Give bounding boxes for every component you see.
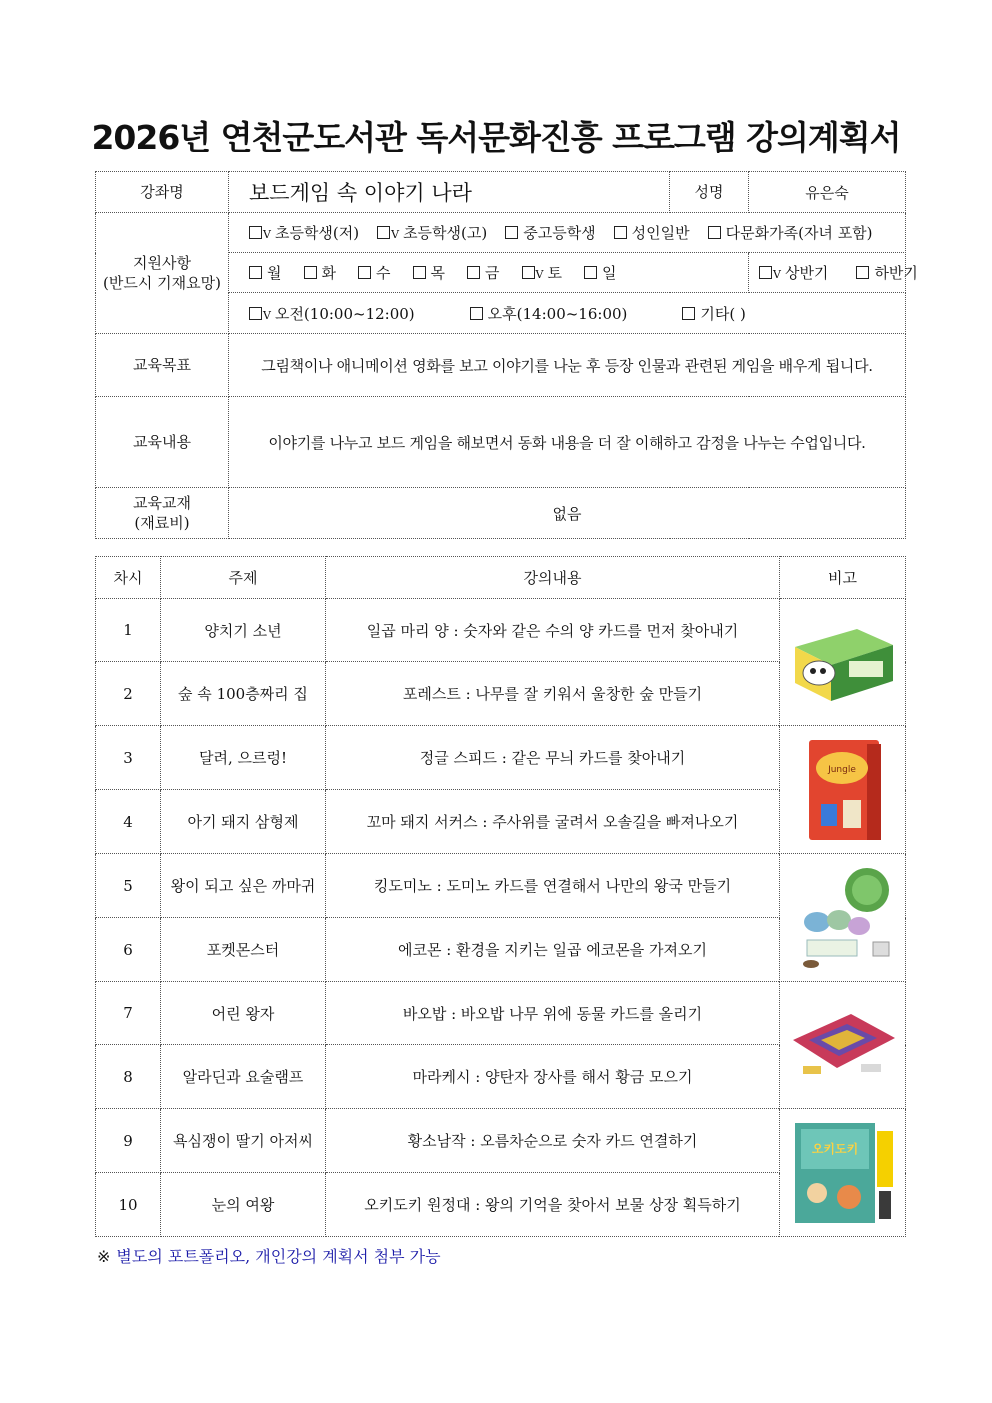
- time-options: [229, 293, 906, 334]
- svg-text:오키도키: 오키도키: [811, 1141, 858, 1156]
- goal-value: 그림책이나 애니메이션 영화를 보고 이야기를 나눈 후 등장 인물과 관련된 게임을 배우게 됩니다.: [229, 334, 906, 397]
- lesson-row: [96, 854, 906, 918]
- lesson-topic: 눈의 여왕: [161, 1173, 326, 1237]
- target-option[interactable]: [377, 222, 487, 243]
- day-option[interactable]: [249, 262, 282, 283]
- lesson-content: 꼬마 돼지 서커스 : 주사위를 굴려서 오솔길을 빠져나오기: [326, 790, 780, 854]
- support-label-line1: 지원사항: [133, 254, 191, 272]
- course-info-table: [95, 171, 918, 539]
- lesson-content: 킹도미노 : 도미노 카드를 연결해서 나만의 왕국 만들기: [326, 854, 780, 918]
- lesson-content: 오키도키 원정대 : 왕의 기억을 찾아서 보물 상장 획득하기: [326, 1173, 780, 1237]
- okidoki-expedition-game-box-image: [787, 1117, 899, 1229]
- checkbox[interactable]: [505, 226, 518, 239]
- check-mark: V: [773, 268, 781, 281]
- day-option[interactable]: [413, 262, 446, 283]
- checkbox[interactable]: [377, 226, 390, 239]
- material-label: [96, 488, 229, 539]
- lesson-no: 8: [96, 1045, 161, 1109]
- footnote-text: 별도의 포트폴리오, 개인강의 계획서 첨부 가능: [116, 1247, 441, 1266]
- lesson-no: 10: [96, 1173, 161, 1237]
- page-title: 2026년 연천군도서관 독서문화진흥 프로그램 강의계획서: [91, 118, 901, 157]
- lesson-topic: 알라딘과 요술램프: [161, 1045, 326, 1109]
- note-image-cell: [780, 599, 906, 726]
- lesson-content: 황소남작 : 오름차순으로 숫자 카드 연결하기: [326, 1109, 780, 1173]
- checkbox[interactable]: [856, 266, 869, 279]
- material-label-line2: (재료비): [134, 514, 190, 532]
- material-label-line1: 교육교재: [133, 494, 191, 512]
- lesson-topic: 포켓몬스터: [161, 918, 326, 982]
- lesson-no: 1: [96, 599, 161, 662]
- lesson-topic: 아기 돼지 삼형제: [161, 790, 326, 854]
- lesson-row: [96, 1109, 906, 1173]
- half-option-label: 하반기: [874, 264, 918, 282]
- checkbox[interactable]: [249, 226, 262, 239]
- seven-sheep-game-box-image: [787, 606, 899, 718]
- checkbox[interactable]: [584, 266, 597, 279]
- lesson-no: 2: [96, 662, 161, 726]
- day-option-label: 일: [601, 264, 617, 282]
- day-option-label: 월: [267, 264, 282, 282]
- checkbox[interactable]: [358, 266, 371, 279]
- note-image-cell: [780, 982, 906, 1109]
- half-option[interactable]: [759, 262, 828, 283]
- target-option[interactable]: [614, 222, 690, 243]
- lesson-topic: 왕이 되고 싶은 까마귀: [161, 854, 326, 918]
- checkbox[interactable]: [614, 226, 627, 239]
- day-option[interactable]: [584, 262, 617, 283]
- day-options: [229, 253, 749, 293]
- lesson-no: 3: [96, 726, 161, 790]
- lesson-content: 정글 스피드 : 같은 무늬 카드를 찾아내기: [326, 726, 780, 790]
- day-option-label: 수: [376, 264, 391, 282]
- time-option-label: 오전(10:00~12:00): [274, 304, 415, 323]
- support-label: [96, 213, 229, 334]
- day-option[interactable]: [467, 262, 500, 283]
- half-option-label: 상반기: [784, 264, 829, 282]
- lesson-row: [96, 726, 906, 790]
- content-label: 교육내용: [96, 397, 229, 488]
- target-option-label: 초등학생(고): [403, 224, 488, 242]
- header-note: 비고: [780, 557, 906, 599]
- day-option[interactable]: [304, 262, 337, 283]
- time-option[interactable]: [249, 303, 415, 324]
- day-option-label: 토: [547, 264, 562, 282]
- note-image-cell: [780, 854, 906, 982]
- lesson-topic: 숲 속 100층짜리 집: [161, 662, 326, 726]
- day-option-label: 금: [485, 264, 500, 282]
- time-option-label: 기타( ): [700, 304, 746, 323]
- checkbox[interactable]: [249, 266, 262, 279]
- lesson-content: 마라케시 : 양탄자 장사를 해서 황금 모으기: [326, 1045, 780, 1109]
- lesson-topic: 욕심쟁이 딸기 아저씨: [161, 1109, 326, 1173]
- checkbox[interactable]: [470, 307, 483, 320]
- goal-label: 교육목표: [96, 334, 229, 397]
- header-topic: 주제: [161, 557, 326, 599]
- header-content: 강의내용: [326, 557, 780, 599]
- lesson-no: 5: [96, 854, 161, 918]
- lesson-row: [96, 599, 906, 662]
- day-option[interactable]: [358, 262, 391, 283]
- lesson-topic: 달려, 으르렁!: [161, 726, 326, 790]
- day-option[interactable]: [522, 262, 562, 283]
- checkbox[interactable]: [413, 266, 426, 279]
- instructor-name-value: 유은숙: [749, 172, 906, 213]
- check-mark: V: [263, 228, 271, 241]
- content-value: 이야기를 나누고 보드 게임을 해보면서 동화 내용을 더 잘 이해하고 감정을 나누는 수업입니다.: [229, 397, 906, 488]
- jungle-speed-game-box-image: [787, 734, 899, 846]
- marrakech-game-board-image: [787, 989, 899, 1101]
- checkbox[interactable]: [708, 226, 721, 239]
- target-option-label: 초등학생(저): [274, 224, 360, 242]
- check-mark: V: [263, 308, 271, 322]
- note-image-cell: [780, 1109, 906, 1237]
- lesson-row: [96, 982, 906, 1045]
- target-option[interactable]: [708, 222, 873, 243]
- material-value: 없음: [229, 488, 906, 539]
- footnote: [97, 1244, 441, 1267]
- half-options: [749, 253, 918, 293]
- time-option[interactable]: [682, 303, 745, 324]
- course-name-value: 보드게임 속 이야기 나라: [229, 172, 670, 213]
- header-no: 차시: [96, 557, 161, 599]
- lesson-no: 6: [96, 918, 161, 982]
- checkbox[interactable]: [522, 266, 535, 279]
- lesson-no: 7: [96, 982, 161, 1045]
- checkbox[interactable]: [682, 307, 695, 320]
- lesson-topic: 양치기 소년: [161, 599, 326, 662]
- checkbox[interactable]: [304, 266, 317, 279]
- half-option[interactable]: [856, 262, 917, 283]
- checkbox[interactable]: [467, 266, 480, 279]
- checkbox[interactable]: [759, 266, 772, 279]
- lesson-content: 에코몬 : 환경을 지키는 일곱 에코몬을 가져오기: [326, 918, 780, 982]
- note-image-cell: [780, 726, 906, 854]
- target-options: [229, 213, 906, 253]
- svg-text:Jungle: Jungle: [827, 764, 856, 775]
- instructor-name-label: 성명: [670, 172, 749, 213]
- lesson-no: 9: [96, 1109, 161, 1173]
- lesson-no: 4: [96, 790, 161, 854]
- footnote-symbol: ※: [97, 1247, 111, 1266]
- support-label-line2: (반드시 기재요망): [103, 274, 221, 292]
- check-mark: V: [391, 228, 400, 241]
- time-option-label: 오후(14:00~16:00): [487, 304, 628, 323]
- target-option-label: 성인일반: [631, 224, 690, 242]
- ecomon-game-components-image: [787, 862, 899, 974]
- lesson-content: 바오밥 : 바오밥 나무 위에 동물 카드를 올리기: [326, 982, 780, 1045]
- target-option-label: 다문화가족(자녀 포함): [725, 224, 873, 242]
- lesson-plan-table: [95, 556, 906, 1237]
- lesson-topic: 어린 왕자: [161, 982, 326, 1045]
- target-option-label: 중고등학생: [523, 224, 596, 242]
- time-option[interactable]: [470, 303, 628, 324]
- target-option[interactable]: [505, 222, 595, 243]
- lesson-content: 포레스트 : 나무를 잘 키워서 울창한 숲 만들기: [326, 662, 780, 726]
- day-option-label: 화: [321, 264, 336, 282]
- check-mark: V: [535, 268, 544, 281]
- target-option[interactable]: [249, 222, 359, 243]
- lesson-content: 일곱 마리 양 : 숫자와 같은 수의 양 카드를 먼저 찾아내기: [326, 599, 780, 662]
- course-label: 강좌명: [96, 172, 229, 213]
- checkbox[interactable]: [249, 307, 262, 320]
- day-option-label: 목: [430, 264, 445, 282]
